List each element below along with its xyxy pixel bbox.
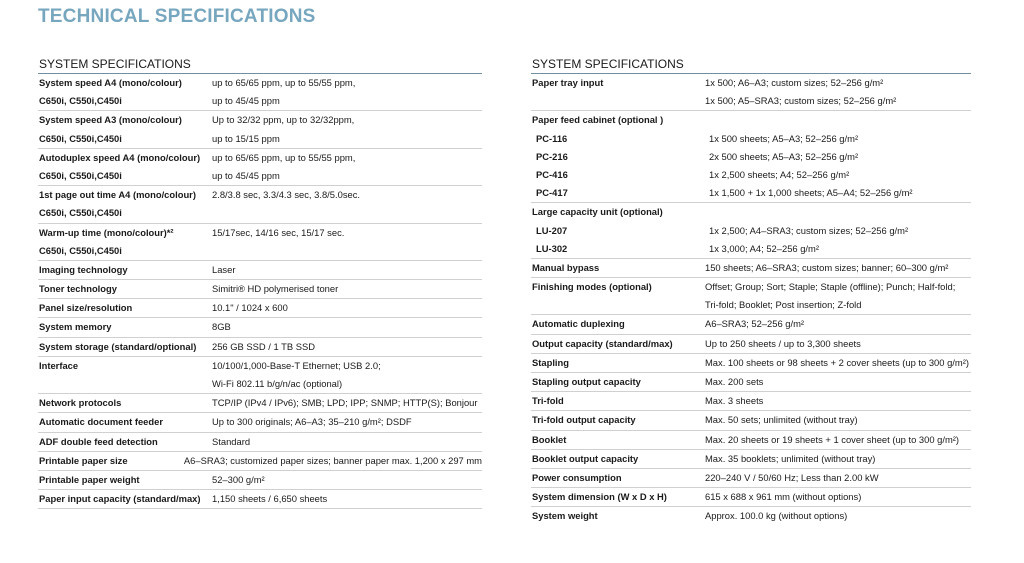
spec-value-line: Simitri® HD polymerised toner <box>212 283 339 295</box>
spec-label <box>38 433 212 451</box>
spec-value-line: up to 65/65 ppm, up to 55/55 ppm, <box>212 77 356 88</box>
page-title: TECHNICAL SPECIFICATIONS <box>38 6 316 27</box>
spec-row <box>531 74 971 111</box>
spec-value <box>212 490 327 508</box>
spec-label <box>531 203 705 221</box>
spec-label-line <box>532 92 705 110</box>
spec-label <box>531 469 705 487</box>
spec-label-line: C650i, C550i,C450i <box>39 169 122 181</box>
spec-label <box>38 394 212 412</box>
spec-row <box>531 507 971 525</box>
left-section-heading: SYSTEM SPECIFICATIONS <box>38 56 482 74</box>
spec-label <box>38 338 212 356</box>
spec-value-line: 10.1" / 1024 x 600 <box>212 302 288 314</box>
spec-label-line: Paper feed cabinet (optional ) <box>532 114 664 126</box>
spec-value <box>212 471 265 489</box>
spec-value <box>212 186 360 222</box>
spec-label-line: PC-116 <box>536 132 568 144</box>
spec-value <box>212 413 412 431</box>
spec-value <box>705 335 861 353</box>
spec-value-line: Up to 300 originals; A6–A3; 35–210 g/m²; DSDF <box>212 416 412 428</box>
spec-value <box>709 166 849 184</box>
spec-row <box>38 224 482 261</box>
spec-label-line: Stapling <box>532 356 569 368</box>
spec-label <box>531 222 709 240</box>
spec-value-line: 2x 500 sheets; A5–A3; 52–256 g/m² <box>709 150 859 162</box>
spec-label <box>531 354 705 372</box>
spec-label-line: Network protocols <box>39 397 122 409</box>
spec-value-line: 1x 500 sheets; A5–A3; 52–256 g/m² <box>709 132 859 144</box>
spec-row <box>38 186 482 223</box>
spec-value-line: Laser <box>212 263 236 275</box>
spec-label-line: Panel size/resolution <box>39 302 133 314</box>
spec-label <box>38 299 212 317</box>
spec-value-line: 1x 3,000; A4; 52–256 g/m² <box>709 242 819 254</box>
spec-row <box>531 488 971 507</box>
spec-label <box>531 130 709 148</box>
spec-value <box>705 469 879 487</box>
spec-value <box>709 184 913 202</box>
spec-value <box>709 240 819 258</box>
spec-row <box>531 431 971 450</box>
spec-value <box>212 74 355 110</box>
spec-label-line: Automatic duplexing <box>532 318 625 330</box>
spec-value <box>212 338 315 356</box>
spec-label <box>38 149 212 185</box>
spec-row <box>531 130 971 148</box>
spec-value-line: Max. 200 sets <box>705 376 764 387</box>
spec-value-line: 1x 2,500; A4–SRA3; custom sizes; 52–256 g/m² <box>709 224 909 236</box>
spec-label <box>38 452 184 470</box>
spec-label <box>531 373 705 391</box>
spec-value-line: up to 45/45 ppm <box>212 95 280 107</box>
spec-value <box>705 278 955 314</box>
spec-value <box>709 222 908 240</box>
spec-row <box>531 240 971 259</box>
spec-value-line: TCP/IP (IPv4 / IPv6); SMB; LPD; IPP; SNMP; HTTP(S); Bonjour <box>212 397 478 409</box>
spec-label <box>38 224 212 260</box>
spec-label <box>531 240 709 258</box>
spec-label <box>531 259 705 277</box>
spec-value-line: Up to 250 sheets / up to 3,300 sheets <box>705 337 861 349</box>
spec-value <box>212 318 231 336</box>
spec-value-line: 1x 500; A6–A3; custom sizes; 52–256 g/m² <box>705 77 884 88</box>
right-spec-rows <box>531 74 971 526</box>
spec-row <box>38 299 482 318</box>
spec-label-line: Autoduplex speed A4 (mono/colour) <box>39 151 201 163</box>
spec-label-line: System dimension (W x D x H) <box>532 491 667 503</box>
spec-row <box>38 433 482 452</box>
spec-label-line: Tri-fold <box>532 395 564 407</box>
spec-label-line: LU-302 <box>536 242 568 254</box>
spec-value <box>212 224 344 260</box>
spec-label <box>38 318 212 336</box>
spec-label <box>38 357 212 393</box>
spec-value-line: Offset; Group; Sort; Staple; Staple (offline); Punch; Half-fold; <box>705 281 956 293</box>
spec-row <box>531 222 971 240</box>
right-section-heading: SYSTEM SPECIFICATIONS <box>531 56 971 74</box>
spec-label <box>531 507 705 525</box>
spec-label <box>531 166 709 184</box>
spec-value-line: 1,150 sheets / 6,650 sheets <box>212 493 328 505</box>
spec-value-line: 8GB <box>212 321 231 333</box>
spec-row <box>38 452 482 471</box>
spec-value-line: 615 x 688 x 961 mm (without options) <box>705 491 862 503</box>
spec-label <box>531 488 705 506</box>
spec-row <box>38 338 482 357</box>
spec-value <box>705 488 861 506</box>
spec-label <box>38 280 212 298</box>
spec-row <box>531 166 971 184</box>
spec-label-line: PC-416 <box>536 168 568 180</box>
spec-label-line: PC-417 <box>536 187 568 199</box>
spec-row <box>531 335 971 354</box>
spec-label-line: Printable paper weight <box>39 473 140 485</box>
spec-value <box>709 130 858 148</box>
spec-label-line: Imaging technology <box>39 263 128 275</box>
spec-label-line: C650i, C550i,C450i <box>39 244 122 256</box>
spec-label-line <box>39 375 212 393</box>
spec-value <box>705 354 969 372</box>
spec-row <box>531 184 971 203</box>
spec-label-line: Tri-fold output capacity <box>532 414 636 426</box>
spec-row <box>38 74 482 111</box>
spec-value-line: 1x 2,500 sheets; A4; 52–256 g/m² <box>709 168 850 180</box>
spec-row <box>531 259 971 278</box>
spec-row <box>531 148 971 166</box>
spec-value <box>705 507 847 525</box>
spec-value <box>705 259 948 277</box>
spec-value-line: Approx. 100.0 kg (without options) <box>705 510 848 522</box>
spec-label-line: 1st page out time A4 (mono/colour) <box>39 189 196 201</box>
spec-value-line: Wi-Fi 802.11 b/g/n/ac (optional) <box>212 378 343 389</box>
spec-value <box>184 452 482 470</box>
spec-label-line: Printable paper size <box>39 454 128 466</box>
spec-row <box>531 450 971 469</box>
spec-label <box>531 278 705 314</box>
spec-label <box>531 450 705 468</box>
spec-label <box>38 490 212 508</box>
spec-value-line: Max. 50 sets; unlimited (without tray) <box>705 414 858 426</box>
spec-label <box>531 315 705 333</box>
spec-value <box>212 111 354 147</box>
left-spec-table <box>38 56 482 509</box>
spec-label-line: Finishing modes (optional) <box>532 281 652 293</box>
spec-label <box>531 74 705 110</box>
spec-label-line: LU-207 <box>536 224 568 236</box>
spec-value <box>705 392 763 410</box>
spec-value-line <box>212 204 360 222</box>
spec-label <box>38 261 212 279</box>
spec-value-line: 1x 500; A5–SRA3; custom sizes; 52–256 g/m² <box>705 95 897 107</box>
spec-label-line: Paper tray input <box>532 77 604 88</box>
spec-value <box>709 148 858 166</box>
spec-label <box>531 411 705 429</box>
spec-value <box>212 394 478 412</box>
left-spec-rows <box>38 74 482 509</box>
spec-value <box>212 433 250 451</box>
spec-label <box>531 148 709 166</box>
spec-label-line: Stapling output capacity <box>532 376 641 387</box>
spec-value-line: Max. 3 sheets <box>705 395 764 407</box>
spec-label-line: Interface <box>39 359 79 371</box>
spec-value-line: 1x 1,500 + 1x 1,000 sheets; A5–A4; 52–256 g/m² <box>709 187 913 199</box>
spec-row <box>531 354 971 373</box>
spec-value-line: 220–240 V / 50/60 Hz; Less than 2.00 kW <box>705 471 879 483</box>
spec-label-line: Warm-up time (mono/colour)*² <box>39 226 174 238</box>
spec-value-line: up to 65/65 ppm, up to 55/55 ppm, <box>212 151 356 163</box>
spec-label-line: PC-216 <box>536 150 568 162</box>
spec-row <box>38 413 482 432</box>
spec-value <box>212 299 288 317</box>
spec-value-line: Standard <box>212 435 251 447</box>
spec-row <box>38 471 482 490</box>
spec-value <box>212 357 381 393</box>
spec-label <box>38 413 212 431</box>
spec-value-line: Up to 32/32 ppm, up to 32/32ppm, <box>212 114 355 126</box>
spec-row <box>531 278 971 315</box>
spec-label <box>38 186 212 222</box>
spec-label <box>531 335 705 353</box>
spec-value <box>705 373 763 391</box>
spec-row <box>38 111 482 148</box>
spec-value <box>705 431 959 449</box>
spec-value-line: Max. 20 sheets or 19 sheets + 1 cover sheet (up to 300 g/m²) <box>705 433 960 445</box>
spec-value-line: 52–300 g/m² <box>212 473 265 485</box>
spec-value-line: up to 15/15 ppm <box>212 132 280 144</box>
spec-label-line: Booklet <box>532 433 567 445</box>
spec-label <box>531 392 705 410</box>
spec-value <box>212 280 338 298</box>
spec-value <box>705 315 804 333</box>
spec-label-line: C650i, C550i,C450i <box>39 207 122 219</box>
spec-row <box>38 357 482 394</box>
spec-value-line: 10/100/1,000-Base-T Ethernet; USB 2.0; <box>212 359 381 371</box>
spec-label-line: Large capacity unit (optional) <box>532 206 663 218</box>
spec-label-line: Toner technology <box>39 283 117 295</box>
spec-value-line: 256 GB SSD / 1 TB SSD <box>212 340 315 352</box>
spec-value-line: 2.8/3.8 sec, 3.3/4.3 sec, 3.8/5.0sec. <box>212 189 361 201</box>
spec-label-line: Booklet output capacity <box>532 452 639 464</box>
spec-row <box>38 394 482 413</box>
spec-label-line: ADF double feed detection <box>39 435 158 447</box>
spec-label-line: Power consumption <box>532 471 622 483</box>
spec-label-line: System speed A4 (mono/colour) <box>39 77 182 88</box>
spec-row <box>531 315 971 334</box>
spec-label-line: System storage (standard/optional) <box>39 340 197 352</box>
spec-label <box>531 431 705 449</box>
spec-label <box>38 111 212 147</box>
spec-label <box>38 74 212 110</box>
spec-value <box>705 450 875 468</box>
spec-value <box>705 411 858 429</box>
spec-value-line: 150 sheets; A6–SRA3; custom sizes; banner; 60–300 g/m² <box>705 261 949 273</box>
spec-value-line: A6–SRA3; customized paper sizes; banner paper max. 1,200 x 297 mm <box>183 454 482 466</box>
spec-value-line: Max. 35 booklets; unlimited (without tray) <box>705 452 876 464</box>
spec-label-line: System weight <box>532 510 598 522</box>
spec-label-line: Output capacity (standard/max) <box>532 337 673 349</box>
spec-row <box>531 373 971 392</box>
spec-label-line: System memory <box>39 321 112 333</box>
spec-value <box>212 261 235 279</box>
spec-value-line: 15/17sec, 14/16 sec, 15/17 sec. <box>212 226 345 238</box>
spec-label <box>531 111 705 129</box>
spec-label <box>531 184 709 202</box>
spec-value-line: A6–SRA3; 52–256 g/m² <box>705 318 805 330</box>
spec-row <box>531 111 971 129</box>
spec-row <box>38 261 482 280</box>
spec-label-line: System speed A3 (mono/colour) <box>39 114 182 126</box>
spec-label-line: Automatic document feeder <box>39 416 163 428</box>
spec-label <box>38 471 212 489</box>
spec-row <box>531 203 971 221</box>
spec-label-line: Manual bypass <box>532 261 600 273</box>
right-spec-table <box>531 56 971 526</box>
spec-label-line: Paper input capacity (standard/max) <box>39 493 201 505</box>
spec-value-line: Tri-fold; Booklet; Post insertion; Z-fold <box>705 299 862 311</box>
spec-value-line <box>212 242 344 260</box>
spec-value-line: up to 45/45 ppm <box>212 169 280 181</box>
spec-row <box>38 490 482 509</box>
spec-label-line <box>532 296 705 314</box>
spec-row <box>531 469 971 488</box>
spec-value-line: Max. 100 sheets or 98 sheets + 2 cover sheets (up to 300 g/m²) <box>705 356 969 368</box>
spec-label-line: C650i, C550i,C450i <box>39 95 122 107</box>
spec-row <box>531 411 971 430</box>
spec-row <box>531 392 971 411</box>
spec-value <box>212 149 355 185</box>
spec-row <box>38 318 482 337</box>
spec-value <box>705 74 896 110</box>
spec-row <box>38 280 482 299</box>
spec-row <box>38 149 482 186</box>
spec-label-line: C650i, C550i,C450i <box>39 132 122 144</box>
